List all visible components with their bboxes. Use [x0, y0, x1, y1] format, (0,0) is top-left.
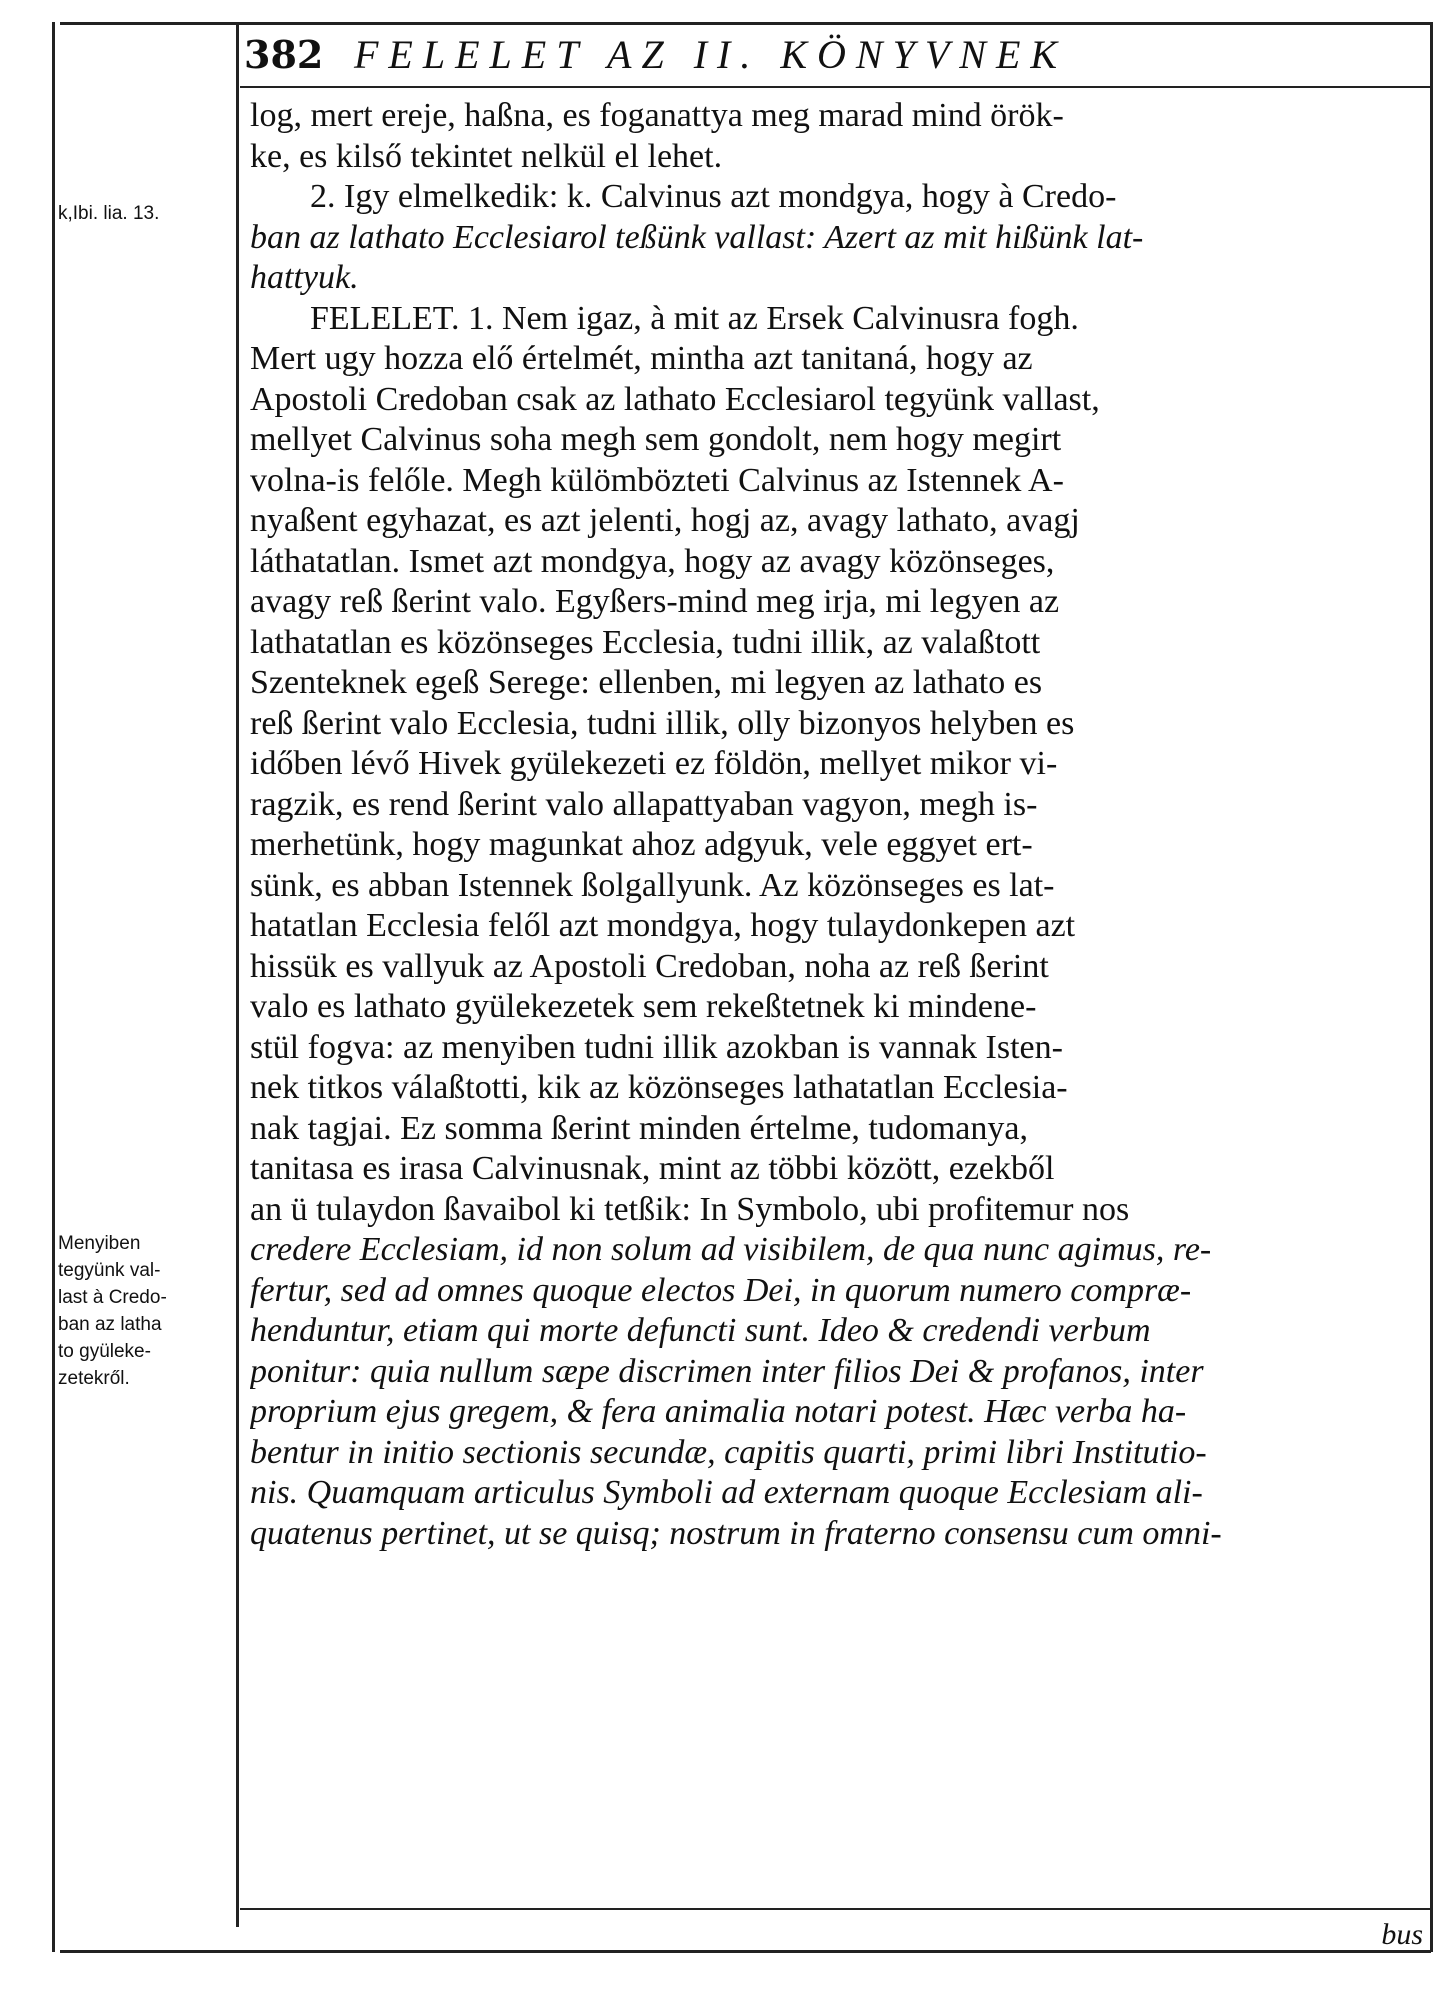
text-line: időben lévő Hivek gyülekezeti ez földön, mellyet mikor vi-: [250, 745, 1058, 782]
frame-border-left: [52, 22, 55, 1952]
margin-note-line: tegyünk val-: [58, 1260, 161, 1281]
text-line: ke, es kilső tekintet nelkül el lehet.: [250, 137, 723, 175]
frame-border-right: [1430, 22, 1433, 1952]
margin-note-line: ban az latha: [58, 1314, 162, 1335]
main-text-block: [250, 96, 1420, 1554]
text-line: log, mert ereje, haßna, es foganattya meg marad mind örök-: [250, 97, 1064, 134]
text-line: avagy reß ßerint valo. Egyßers-mind meg irja, mi legyen az: [250, 583, 1060, 620]
text-line: ban az lathato Ecclesiarol teßünk vallast: Azert az mit hißünk lat-: [250, 218, 1144, 256]
text-line: ponitur: quia nullum sæpe discrimen inter filios Dei & profanos, inter: [250, 1352, 1204, 1390]
margin-note-line: to gyüleke-: [58, 1341, 151, 1362]
text-line: volna-is felőle. Megh külömbözteti Calvinus az Istennek A-: [250, 461, 1064, 499]
text-line: fertur, sed ad omnes quoque electos Dei, in quorum numero compræ-: [250, 1271, 1192, 1309]
text-line: merhetünk, hogy magunkat ahoz adgyuk, vele eggyet ert-: [250, 826, 1033, 863]
text-line: Mert ugy hozza elő értelmét, mintha azt tanitaná, hogy az: [250, 340, 1033, 377]
text-line: Apostoli Credoban csak az lathato Ecclesiarol tegyünk vallast,: [250, 380, 1100, 418]
text-line: hatatlan Ecclesia felől azt mondgya, hogy tulaydonkepen azt: [250, 907, 1076, 944]
margin-note-reference: [58, 200, 228, 227]
header-rule: [240, 86, 1431, 88]
text-line: 2. Igy elmelkedik: k. Calvinus azt mondgya, hogy à Credo-: [310, 178, 1117, 215]
margin-note-line: Menyiben: [58, 1233, 141, 1254]
text-line: stül fogva: az menyiben tudni illik azokban is vannak Isten-: [250, 1028, 1063, 1066]
text-line: valo es lathato gyülekezetek sem rekeßtetnek ki mindene-: [250, 988, 1037, 1025]
text-line: láthatatlan. Ismet azt mondgya, hogy az avagy közönseges,: [250, 542, 1055, 580]
text-line: henduntur, etiam qui morte defuncti sunt. Ideo & credendi verbum: [250, 1312, 1151, 1349]
text-line: proprium ejus gregem, & fera animalia notari potest. Hæc verba ha-: [250, 1393, 1187, 1430]
margin-column-divider: [236, 22, 239, 1927]
text-line: nis. Quamquam articulus Symboli ad externam quoque Ecclesiam ali-: [250, 1474, 1203, 1511]
text-line: nak tagjai. Ez somma ßerint minden értelme, tudomanya,: [250, 1109, 1028, 1147]
text-line: mellyet Calvinus soha megh sem gondolt, nem hogy megirt: [250, 421, 1062, 458]
text-line: hattyuk.: [250, 259, 359, 296]
text-line: nek titkos válaßtotti, kik az közönseges lathatatlan Ecclesia-: [250, 1069, 1068, 1106]
text-line: credere Ecclesiam, id non solum ad visibilem, de qua nunc agimus, re-: [250, 1231, 1212, 1268]
catchword: bus: [1381, 1918, 1423, 1951]
text-line: ragzik, es rend ßerint valo allapattyaban vagyon, megh is-: [250, 785, 1038, 823]
text-line: nyaßent egyhazat, es azt jelenti, hogj az, avagy lathato, avagj: [250, 502, 1080, 539]
text-line: tanitasa es irasa Calvinusnak, mint az többi között, ezekből: [250, 1150, 1055, 1187]
margin-note-line: zetekről.: [58, 1368, 130, 1389]
text-line: hissük es vallyuk az Apostoli Credoban, noha az reß ßerint: [250, 947, 1049, 985]
text-line: an ü tulaydon ßavaibol ki tetßik: In Symbolo, ubi profitemur nos: [250, 1190, 1130, 1228]
frame-border-bottom: [60, 1950, 1431, 1953]
text-line: bentur in initio sectionis secundæ, capitis quarti, primi libri Institutio-: [250, 1433, 1207, 1471]
margin-note-line: k,Ibi. lia. 13.: [58, 203, 160, 224]
text-line: sünk, es abban Istennek ßolgallyunk. Az közönseges es lat-: [250, 866, 1055, 904]
text-line: quatenus pertinet, ut se quisq; nostrum in fraterno consensu cum omni-: [250, 1514, 1222, 1552]
text-line: lathatatlan es közönseges Ecclesia, tudni illik, az valaßtott: [250, 623, 1041, 661]
page-header: [244, 24, 1424, 84]
running-head: FELELET AZ II. KÖNYVNEK: [354, 31, 1068, 77]
text-line: reß ßerint valo Ecclesia, tudni illik, olly bizonyos helyben es: [250, 704, 1075, 742]
text-line: FELELET. 1. Nem igaz, à mit az Ersek Calvinusra fogh.: [310, 299, 1079, 337]
page-number: 382: [244, 31, 324, 77]
footer-rule: [240, 1908, 1431, 1910]
margin-note-gloss: [58, 1230, 228, 1392]
text-line: Szenteknek egeß Serege: ellenben, mi legyen az lathato es: [250, 664, 1043, 701]
margin-note-line: last à Credo-: [58, 1287, 167, 1308]
